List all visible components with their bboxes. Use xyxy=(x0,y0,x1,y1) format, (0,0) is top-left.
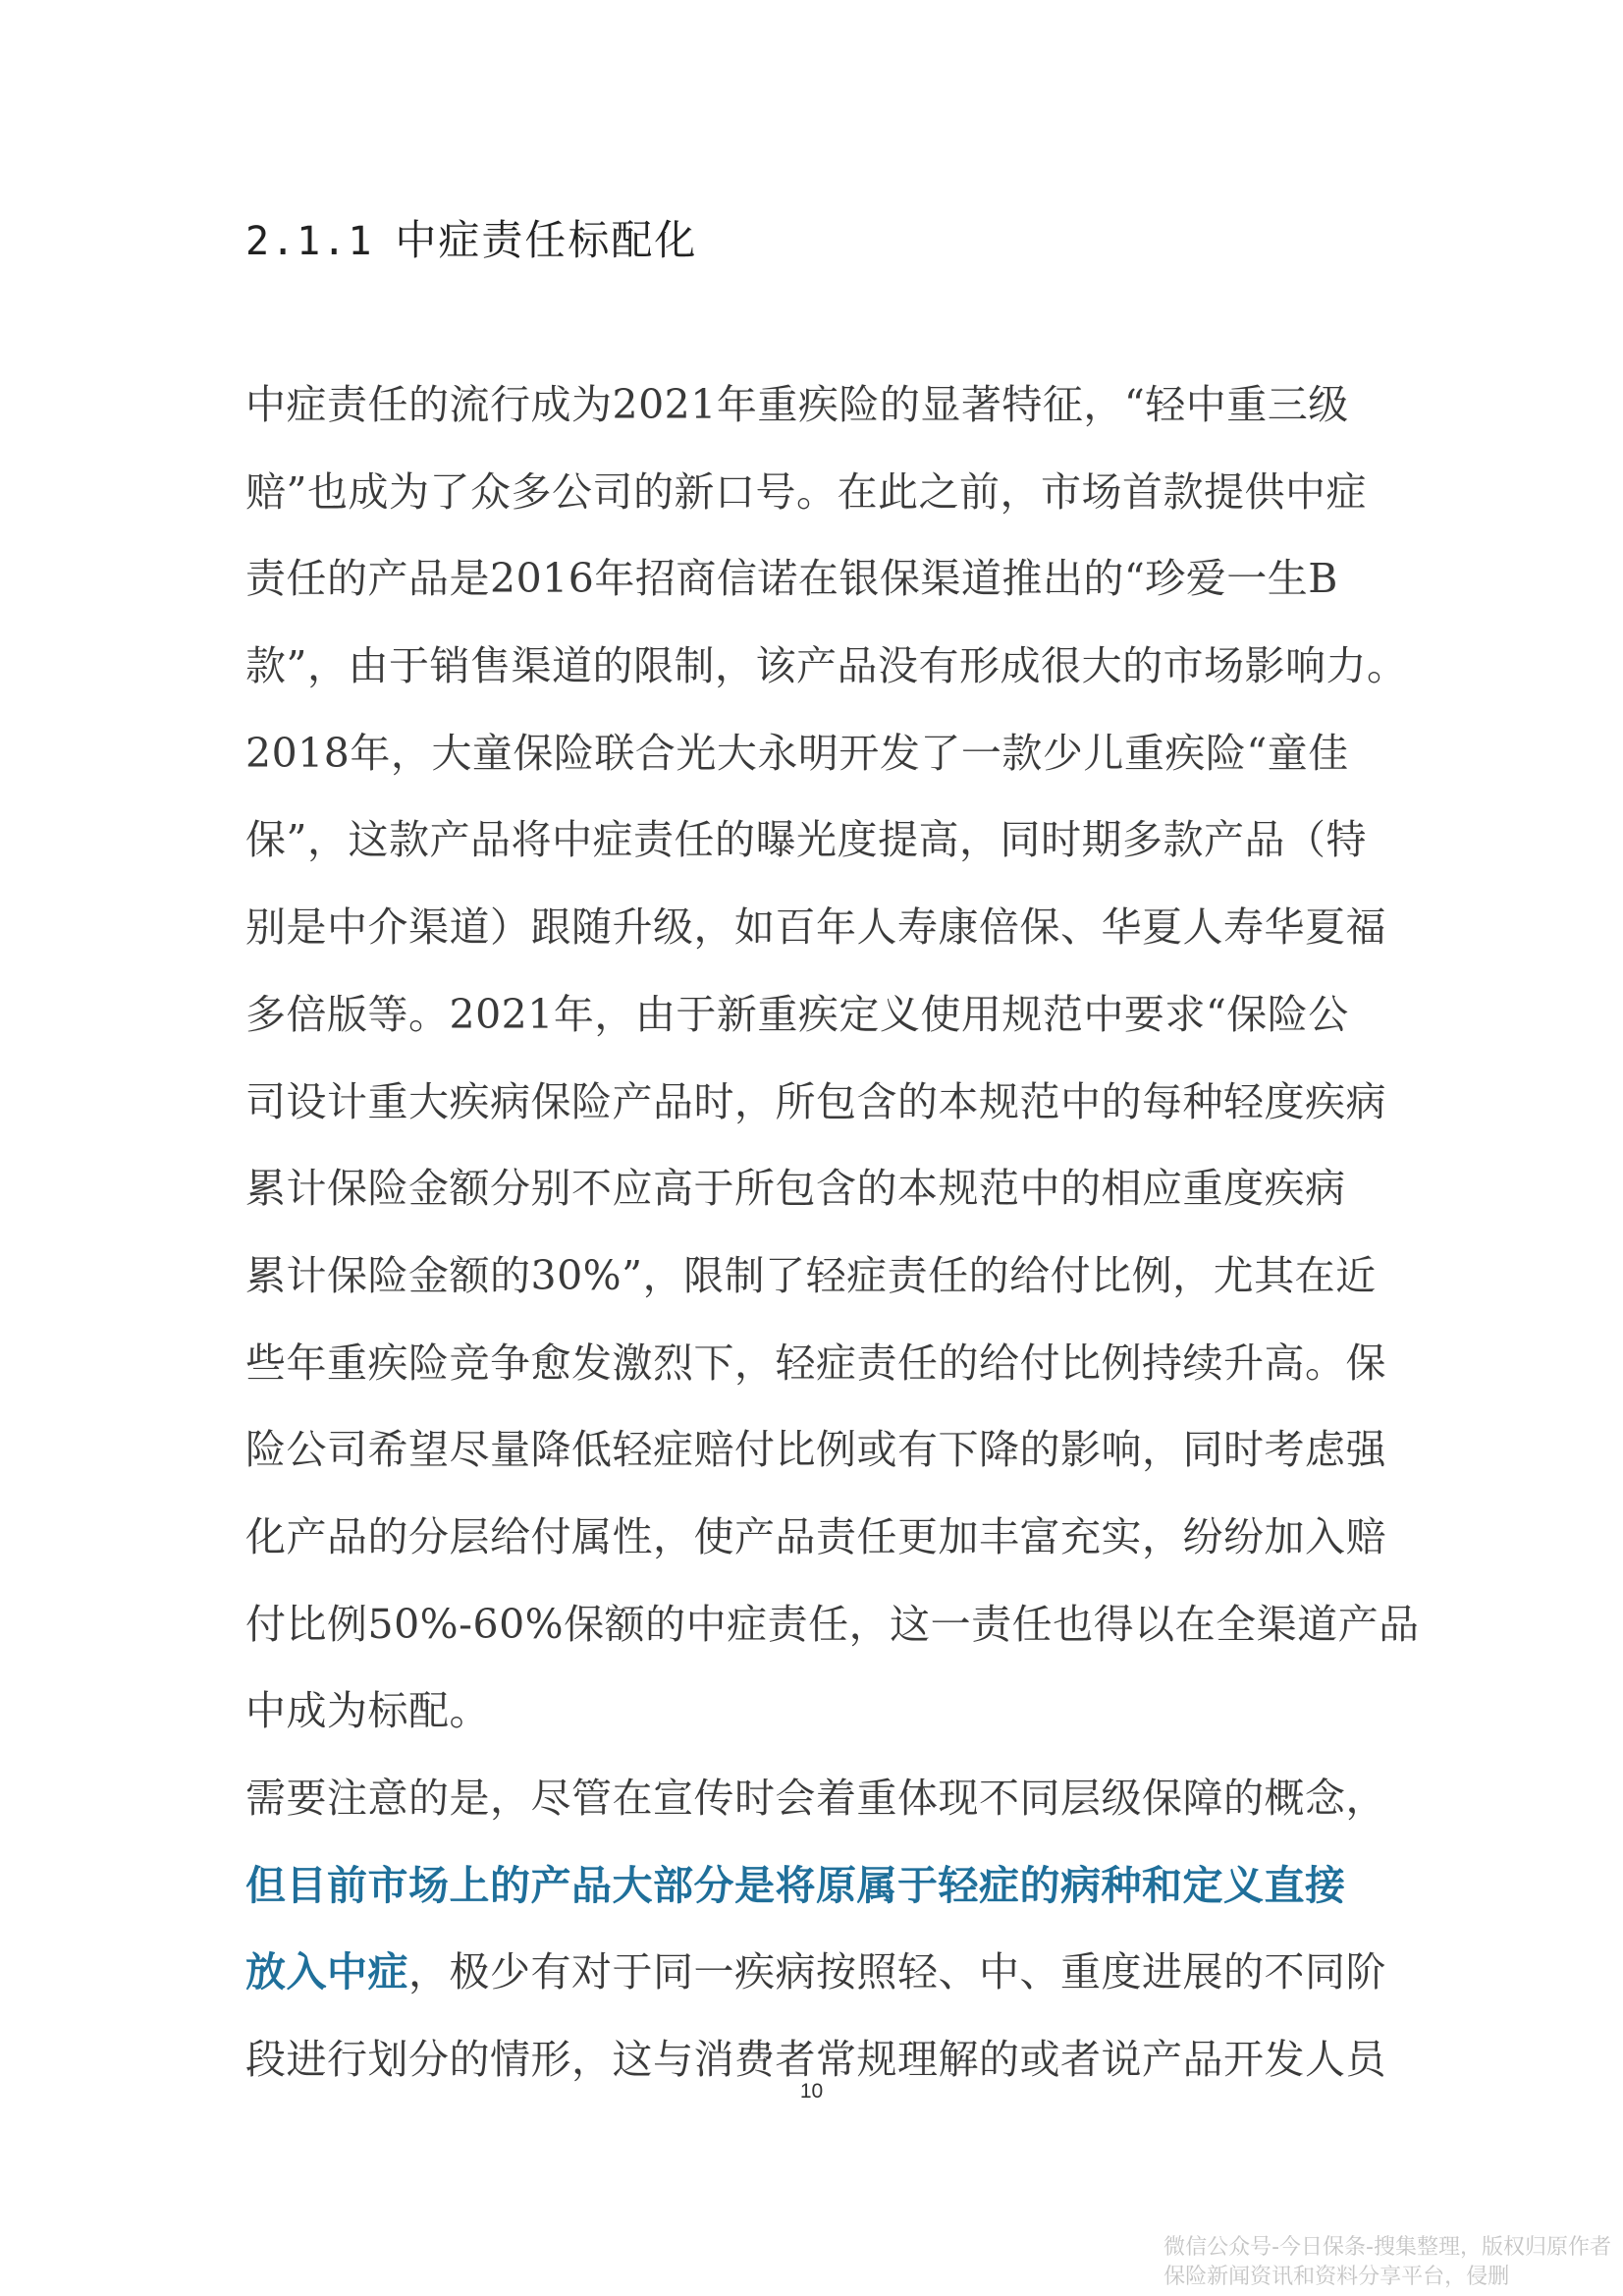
text-line: 化产品的分层给付属性，使产品责任更加丰富充实，纷纷加入赔 xyxy=(245,1512,1386,1560)
text-line: 付比例50%-60%保额的中症责任，这一责任也得以在全渠道产品 xyxy=(245,1600,1420,1648)
watermark xyxy=(1163,2233,1611,2292)
page-number: 10 xyxy=(799,2080,824,2103)
text-fragment: ，极少有对于同一疾病按照轻、中、重度进展的不同阶 xyxy=(408,1948,1386,1996)
text-line: 中症责任的流行成为2021年重疾险的显著特征，“轻中重三级 xyxy=(245,381,1349,428)
text-line: 需要注意的是，尽管在宣传时会着重体现不同层级保障的概念， xyxy=(245,1775,1386,1822)
text-line: 司设计重大疾病保险产品时，所包含的本规范中的每种轻度疾病 xyxy=(245,1077,1386,1125)
body-text xyxy=(245,376,1420,2118)
text-line: 保”，这款产品将中症责任的曝光度提高，同时期多款产品（特 xyxy=(245,816,1367,864)
text-line: 段进行划分的情形，这与消费者常规理解的或者说产品开发人员 xyxy=(245,2036,1386,2084)
text-line: 险公司希望尽量降低轻症赔付比例或有下降的影响，同时考虑强 xyxy=(245,1426,1386,1474)
section-title: 中症责任标配化 xyxy=(395,216,698,264)
text-line: 赔”也成为了众多公司的新口号。在此之前，市场首款提供中症 xyxy=(245,467,1367,516)
text-line: 些年重疾险竞争愈发激烈下，轻症责任的给付比例持续升高。保 xyxy=(245,1339,1386,1387)
watermark-line: 保险新闻资讯和资料分享平台，侵删 xyxy=(1163,2265,1510,2289)
text-line: 别是中介渠道）跟随升级，如百年人寿康倍保、华夏人寿华夏福 xyxy=(245,903,1386,952)
section-number: 2.1.1 xyxy=(245,219,374,264)
highlighted-phrase: 放入中症 xyxy=(245,1948,408,1996)
text-line: 累计保险金额分别不应高于所包含的本规范中的相应重度疾病 xyxy=(245,1165,1346,1213)
text-line: 款”，由于销售渠道的限制，该产品没有形成很大的市场影响力。 xyxy=(245,642,1408,690)
text-line: 责任的产品是2016年招商信诺在银保渠道推出的“珍爱一生B xyxy=(245,555,1338,603)
highlighted-text-line: 但目前市场上的产品大部分是将原属于轻症的病种和定义直接 xyxy=(245,1861,1346,1909)
text-line: 多倍版等。2021年，由于新重疾定义使用规范中要求“保险公 xyxy=(245,990,1349,1038)
text-line: 2018年，大童保险联合光大永明开发了一款少儿重疾险“童佳 xyxy=(245,729,1349,777)
text-line: 累计保险金额的30%”，限制了轻症责任的给付比例，尤其在近 xyxy=(245,1251,1377,1299)
text-line: 中成为标配。 xyxy=(245,1687,490,1735)
section-heading xyxy=(245,208,697,267)
watermark-line: 微信公众号-今日保条-搜集整理，版权归原作者 xyxy=(1163,2235,1611,2260)
text-line xyxy=(245,1943,1386,2031)
